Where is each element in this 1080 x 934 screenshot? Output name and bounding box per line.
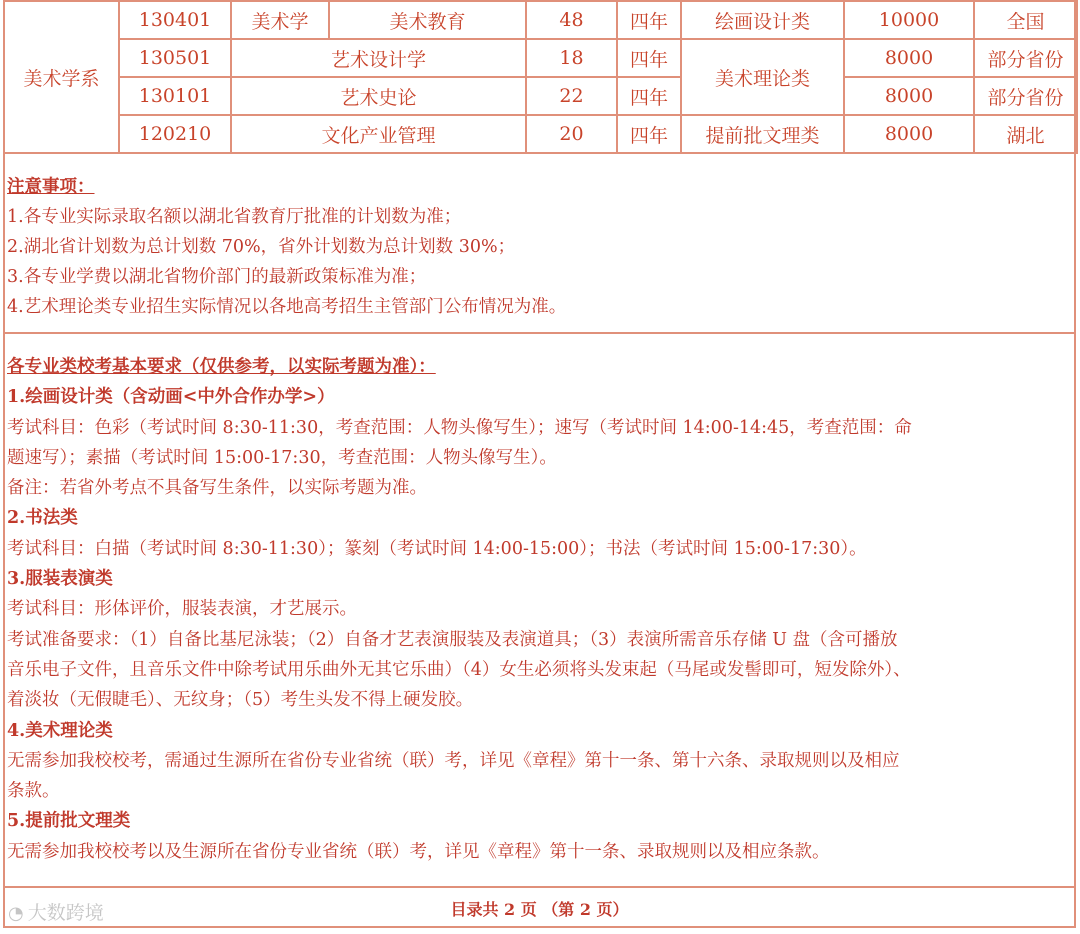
section-heading: 5.提前批文理类 [7,811,131,832]
paragraph-line: 无需参加我校校考，需通过生源所在省份专业省统（联）考，详见《章程》第十一条、第十六条、录取规则以及相应 [7,750,900,771]
notes-title: 注意事项： [7,177,95,197]
weibo-logo-icon: ◔ [8,903,24,924]
major-cell: 文化产业管理 [231,115,526,153]
type-cell: 提前批文理类 [681,115,844,153]
note-item: 2.湖北省计划数为总计划数 70%，省外计划数为总计划数 30%； [7,237,516,257]
years-cell: 四年 [617,115,681,153]
quota-cell: 48 [526,1,617,39]
category-cell: 美术学 [231,1,329,39]
note-item: 3.各专业学费以湖北省物价部门的最新政策标准为准； [7,267,427,287]
section-heading: 2.书法类 [7,508,78,529]
table-row [4,77,1077,115]
section-heading: 1.绘画设计类（含动画<中外合作办学>） [7,387,335,408]
paragraph-line: 无需参加我校校考以及生源所在省份专业省统（联）考，详见《章程》第十一条、录取规则以及相应条款。 [7,841,830,862]
scope-cell: 湖北 [974,115,1077,153]
dept-cell: 美术学系 [4,1,119,153]
scope-cell: 部分省份 [974,77,1077,115]
paragraph-line: 条款。 [7,781,60,802]
note-item: 4.艺术理论类专业招生实际情况以各地高考招生主管部门公布情况为准。 [7,297,567,317]
quota-cell: 22 [526,77,617,115]
notes-section [3,152,1076,334]
paragraph-line: 考试科目：形体评价，服装表演，才艺展示。 [7,599,357,620]
watermark-text: 大数跨境 [27,902,104,924]
watermark [8,898,104,925]
type-cell: 绘画设计类 [681,1,844,39]
code-cell: 130401 [119,1,231,39]
paragraph-line: 考试科目：色彩（考试时间 8:30-11:30，考查范围：人物头像写生）；速写（考试时间 14:00-14:45，考查范围：命 [7,417,912,438]
table-row [4,115,1077,153]
major-cell: 美术教育 [329,1,526,39]
years-cell: 四年 [617,1,681,39]
section-heading: 3.服装表演类 [7,569,113,590]
page-footer [3,886,1076,928]
page-count: 目录共 2 页 （第 2 页） [450,900,629,919]
note-item: 1.各专业实际录取名额以湖北省教育厅批准的计划数为准； [7,207,462,227]
table-row [4,39,1077,77]
fee-cell: 10000 [844,1,974,39]
requirements-section [3,352,1076,867]
paragraph-line: 着淡妆（无假睫毛）、无纹身；（5）考生头发不得上硬发胶。 [7,690,474,711]
section-heading: 4.美术理论类 [7,720,113,741]
fee-cell: 8000 [844,39,974,77]
scope-cell: 全国 [974,1,1077,39]
code-cell: 130501 [119,39,231,77]
paragraph-line: 题速写）；素描（考试时间 15:00-17:30，考查范围：人物头像写生）。 [7,447,557,468]
fee-cell: 8000 [844,77,974,115]
paragraph-line: 音乐电子文件，且音乐文件中除考试用乐曲外无其它乐曲）（4）女生必须将头发束起（马尾或发髻即可，短发除外）、 [7,659,911,680]
major-cell: 艺术史论 [231,77,526,115]
paragraph-line: 考试科目：白描（考试时间 8:30-11:30）；篆刻（考试时间 14:00-15:00）；书法（考试时间 15:00-17:30）。 [7,538,867,559]
quota-cell: 20 [526,115,617,153]
code-cell: 120210 [119,115,231,153]
major-cell: 艺术设计学 [231,39,526,77]
paragraph-line: 考试准备要求：（1）自备比基尼泳装；（2）自备才艺表演服装及表演道具；（3）表演所需音乐存储 U 盘（含可播放 [7,629,898,650]
fee-cell: 8000 [844,115,974,153]
years-cell: 四年 [617,39,681,77]
type-cell: 美术理论类 [681,39,844,115]
paragraph-line: 备注：若省外考点不具备写生条件，以实际考题为准。 [7,478,427,499]
scope-cell: 部分省份 [974,39,1077,77]
majors-table [3,0,1078,154]
requirements-title: 各专业类校考基本要求（仅供参考，以实际考题为准）： [7,357,436,377]
quota-cell: 18 [526,39,617,77]
code-cell: 130101 [119,77,231,115]
table-row [4,1,1077,39]
years-cell: 四年 [617,77,681,115]
